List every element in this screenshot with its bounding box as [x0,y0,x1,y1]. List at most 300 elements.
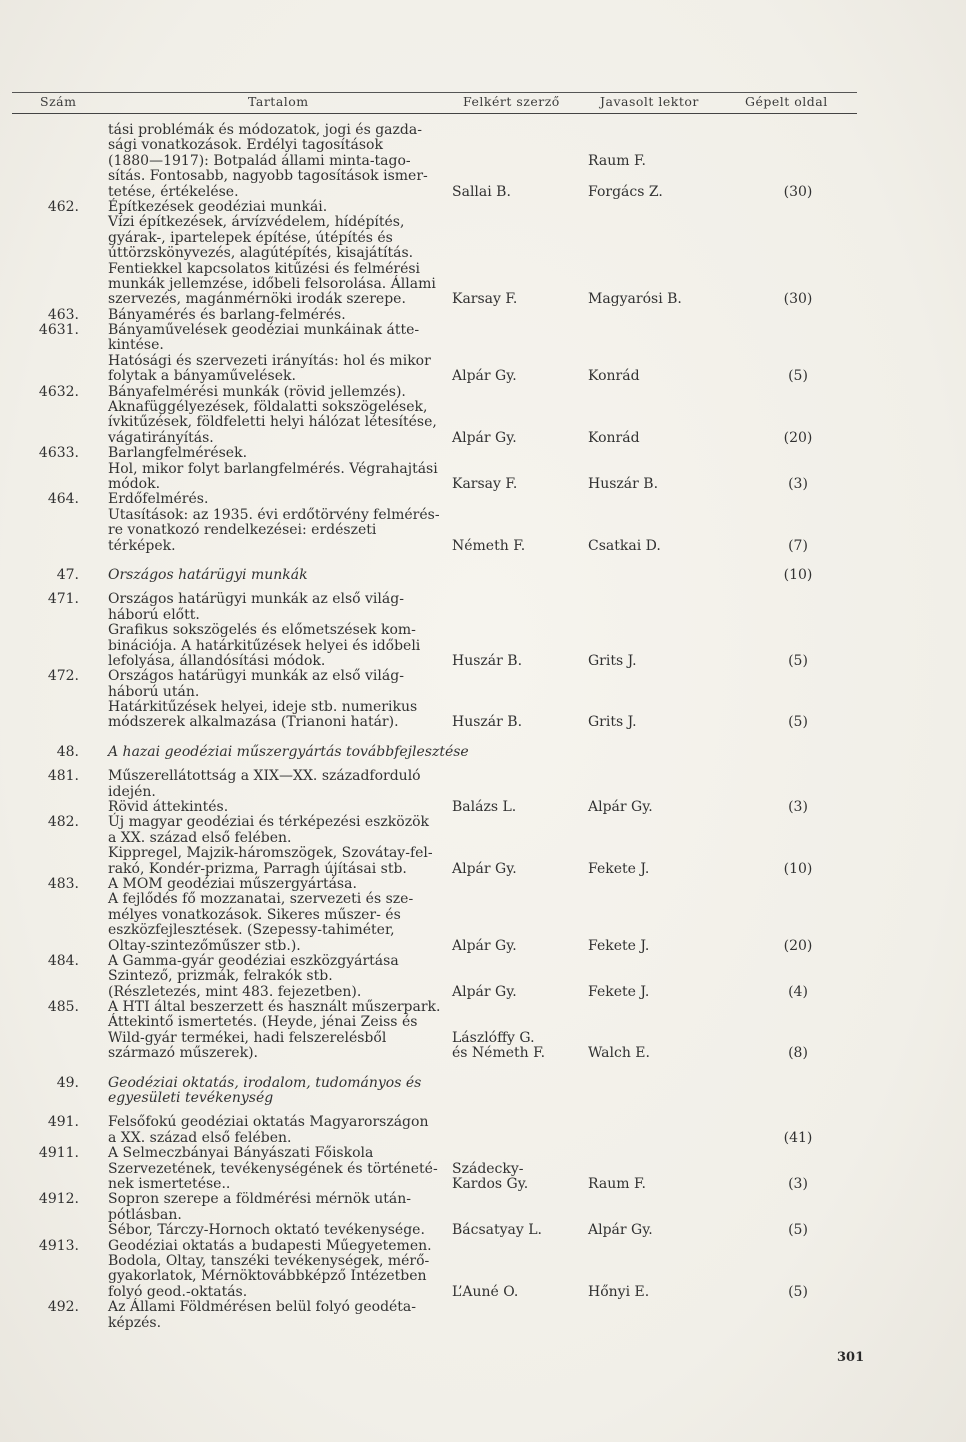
entry-line [0,431,966,446]
typed-page-count: (5) [788,1222,808,1239]
typed-page-count: (10) [783,860,813,877]
entry-number: 4632. [38,383,79,400]
empty-cell [758,1300,838,1315]
entry-line [0,1131,966,1146]
empty-cell [452,138,588,153]
entry-line [0,700,966,715]
entry-number: 47. [56,566,79,583]
entry-text: folytak a bányaművelések. [108,368,296,385]
typed-page-count: (41) [783,1129,813,1146]
typed-page-count: (10) [783,566,813,583]
empty-cell [0,231,108,246]
proposed-reviewer: Fekete J. [588,983,650,1000]
entry-number: 471. [47,591,79,608]
empty-cell [0,1162,108,1177]
empty-cell [588,639,758,654]
entry-text: Új magyar geodéziai és térképezési eszközök [108,814,429,831]
empty-cell [588,1239,758,1254]
entry-line [0,231,966,246]
entry-number: 49. [56,1074,79,1091]
empty-cell [452,385,588,400]
entry-text: Áttekintő ismertetés. (Heyde, jénai Zeiss és [108,1014,418,1031]
entry-line [0,862,966,877]
entry-line [0,1076,966,1091]
toc-entry [0,1239,966,1301]
entry-text: rakó, Kondér-prizma, Parragh újításai stb. [108,860,407,877]
entry-text: Hol, mikor folyt barlangfelmérés. Végrahajtási [108,460,438,477]
entry-number: 483. [47,875,79,892]
empty-cell [452,745,588,760]
empty-cell [758,415,838,430]
proposed-reviewer: Huszár B. [588,475,659,492]
entry-text: (1880—1917): Botpalád állami minta-tago- [108,152,411,169]
empty-cell [588,462,758,477]
empty-cell [0,400,108,415]
empty-cell [452,246,588,261]
empty-cell [588,1162,758,1177]
empty-cell [0,169,108,184]
empty-cell [588,1091,758,1106]
empty-cell [0,215,108,230]
proposed-reviewer: Fekete J. [588,860,650,877]
entry-text: A Selmeczbányai Bányászati Főiskola [108,1145,374,1162]
entry-text: Határkitűzések helyei, ideje stb. numerikus [108,699,418,716]
typed-page-count: (3) [788,1176,808,1192]
entry-number: 462. [47,198,79,215]
toc-entry [0,1115,966,1146]
typed-page-count: (5) [788,368,808,385]
empty-cell [758,669,838,684]
typed-page-count: (7) [788,537,808,554]
empty-cell [452,400,588,415]
empty-cell [0,508,108,523]
empty-cell [0,415,108,430]
empty-cell [588,1208,758,1223]
entry-text: szervezés, magánmérnöki irodák szerepe. [108,291,406,308]
entry-line [0,715,966,730]
empty-cell [758,1162,838,1177]
empty-cell [0,477,108,492]
proposed-reviewer: Grits J. [588,652,637,669]
toc-entry [0,123,966,200]
entry-line [0,623,966,638]
requested-author: Szádecky- [452,1160,524,1177]
proposed-reviewer: Grits J. [588,714,637,731]
entry-line [0,477,966,492]
empty-cell [758,385,838,400]
empty-cell [588,969,758,984]
empty-cell [0,685,108,700]
empty-cell [588,1031,758,1046]
empty-cell [588,508,758,523]
entry-text: munkák jellemzése, időbeli felsorolása. Állami [108,275,436,292]
proposed-reviewer: Raum F. [588,152,646,169]
entry-text: sítás. Fontosabb, nagyobb tagosítások ismer- [108,168,428,185]
table-body [0,123,966,1331]
entry-text: re vonatkozó rendelkezései: erdészeti [108,522,377,539]
empty-cell [0,354,108,369]
entry-line [0,1285,966,1300]
empty-cell [452,1146,588,1161]
entry-text: lefolyása, állandósítási módok. [108,652,326,669]
empty-cell [588,215,758,230]
empty-cell [758,308,838,323]
entry-line [0,685,966,700]
entry-text: Bányamérés és barlang-felmérés. [108,306,346,323]
entry-text: (Részletezés, mint 483. fejezetben). [108,983,362,1000]
empty-cell [588,262,758,277]
entry-number: 482. [47,814,79,831]
column-header-content: Tartalom [248,94,309,109]
empty-cell [0,608,108,623]
empty-cell [452,1115,588,1130]
empty-cell [588,138,758,153]
entry-line [0,1254,966,1269]
toc-entry [0,385,966,447]
empty-cell [758,1091,838,1106]
toc-entry [0,1146,966,1192]
empty-cell [588,1076,758,1091]
entry-text: Aknafüggélyezések, földalatti sokszögelések, [108,399,428,416]
empty-cell [0,1046,108,1061]
empty-cell [452,1269,588,1284]
empty-cell [758,815,838,830]
entry-text: Grafikus sokszögelés és előmetszések kom- [108,622,416,639]
entry-text: Bányaművelések geodéziai munkáinak átte- [108,322,420,339]
empty-cell [758,262,838,277]
empty-cell [452,669,588,684]
empty-cell [452,592,588,607]
requested-author: Alpár Gy. [452,860,517,877]
entry-line [0,892,966,907]
empty-cell [452,462,588,477]
entry-line [0,785,966,800]
requested-author: Lászlóffy G. [452,1029,535,1046]
entry-number: 464. [47,491,79,508]
entry-line [0,400,966,415]
entry-line [0,1192,966,1207]
entry-text: tási problémák és módozatok, jogi és gazda- [108,122,422,138]
toc-entry [0,1000,966,1062]
empty-cell [452,1300,588,1315]
typed-page-count: (30) [783,183,813,200]
empty-cell [452,969,588,984]
entry-line [0,354,966,369]
empty-cell [0,846,108,861]
empty-cell [588,1015,758,1030]
proposed-reviewer: Alpár Gy. [588,799,653,816]
empty-cell [758,639,838,654]
entry-text: térképek. [108,537,176,554]
empty-cell [452,492,588,507]
empty-cell [588,1131,758,1146]
entry-line [0,669,966,684]
empty-cell [452,908,588,923]
empty-cell [452,338,588,353]
column-header-number: Szám [40,94,77,109]
toc-entry [0,323,966,385]
entry-line [0,1239,966,1254]
entry-text: binációja. A határkitűzések helyei és időbeli [108,637,421,654]
entry-text: Bodola, Oltay, tanszéki tevékenységek, mérő- [108,1252,430,1269]
empty-cell [758,592,838,607]
entry-line [0,262,966,277]
entry-number: 4911. [38,1145,79,1162]
proposed-reviewer: Csatkai D. [588,537,661,554]
empty-cell [452,523,588,538]
empty-cell [588,308,758,323]
empty-cell [0,623,108,638]
empty-cell [452,415,588,430]
empty-cell [588,354,758,369]
entry-text: Építkezések geodéziai munkái. [108,198,328,215]
empty-cell [452,1316,588,1331]
empty-cell [758,1146,838,1161]
entry-text: A fejlődés fő mozzanatai, szervezeti és sze- [108,891,414,908]
empty-cell [588,568,758,583]
empty-cell [758,892,838,907]
entry-text: Szervezetének, tevékenységének és történeté- [108,1160,438,1177]
empty-cell [588,277,758,292]
page-number: 301 [837,1350,865,1365]
empty-cell [452,608,588,623]
empty-cell [588,669,758,684]
empty-cell [588,492,758,507]
entry-text: Műszerellátottság a XIX—XX. századforduló [108,768,421,785]
toc-entry [0,200,966,308]
toc-entry [0,954,966,1000]
entry-line [0,539,966,554]
proposed-reviewer: Raum F. [588,1176,646,1192]
empty-cell [758,685,838,700]
empty-cell [452,1254,588,1269]
entry-text: Geodéziai oktatás a budapesti Műegyetemen. [108,1237,432,1254]
entry-number: 4913. [38,1237,79,1254]
empty-cell [0,700,108,715]
empty-cell [452,877,588,892]
entry-line [0,745,966,760]
empty-cell [452,831,588,846]
empty-cell [588,815,758,830]
entry-line [0,138,966,153]
entry-text: nek ismertetése.. [108,1176,231,1192]
empty-cell [452,1192,588,1207]
empty-cell [588,169,758,184]
entry-number: 463. [47,306,79,323]
entry-text: idején. [108,783,156,800]
entry-line [0,1269,966,1284]
empty-cell [758,700,838,715]
empty-cell [758,215,838,230]
entry-text: a XX. század első felében. [108,1129,292,1146]
typed-page-count: (20) [783,429,813,446]
empty-cell [588,1146,758,1161]
empty-cell [758,231,838,246]
entry-line [0,592,966,607]
empty-cell [758,338,838,353]
empty-cell [588,785,758,800]
entry-text: ívkitűzések, földfeletti helyi hálózat létesítése, [108,414,437,431]
empty-cell [588,745,758,760]
empty-cell [452,639,588,654]
empty-cell [452,769,588,784]
empty-cell [588,592,758,607]
entry-line [0,831,966,846]
empty-cell [452,262,588,277]
requested-author: Bácsatyay L. [452,1222,542,1239]
empty-cell [758,169,838,184]
entry-text: Bányafelmérési munkák (rövid jellemzés). [108,383,406,400]
empty-cell [0,1131,108,1146]
entry-line [0,292,966,307]
empty-cell [588,1269,758,1284]
requested-author: Balázs L. [452,799,517,816]
proposed-reviewer: Hőnyi E. [588,1283,650,1300]
section-title: Geodéziai oktatás, irodalom, tudományos és [108,1074,422,1091]
empty-cell [0,539,108,554]
entry-text: Vízi építkezések, árvízvédelem, hídépítés, [108,214,405,231]
empty-cell [758,446,838,461]
entry-line [0,1031,966,1046]
entry-line [0,385,966,400]
toc-entry [0,308,966,323]
empty-cell [758,323,838,338]
typed-page-count: (4) [788,983,808,1000]
empty-cell [588,769,758,784]
entry-text: a XX. század első felében. [108,829,292,846]
entry-line [0,200,966,215]
empty-cell [588,323,758,338]
empty-cell [758,277,838,292]
empty-cell [758,200,838,215]
empty-cell [0,277,108,292]
section-heading [0,568,966,583]
entry-text: úttörzskönyvezés, alagútépítés, kisajátítás. [108,245,414,262]
empty-cell [0,1269,108,1284]
empty-cell [0,1285,108,1300]
empty-cell [588,846,758,861]
entry-text: mélyes vonatkozások. Sikeres műszer- és [108,906,401,923]
empty-cell [452,1239,588,1254]
empty-cell [758,877,838,892]
empty-cell [0,969,108,984]
empty-cell [0,338,108,353]
empty-cell [758,908,838,923]
empty-cell [452,323,588,338]
entry-text: vágatirányítás. [108,429,214,446]
entry-line [0,462,966,477]
empty-cell [758,246,838,261]
empty-cell [758,1316,838,1331]
empty-cell [758,785,838,800]
empty-cell [758,1269,838,1284]
empty-cell [588,338,758,353]
empty-cell [758,846,838,861]
toc-entry [0,877,966,954]
proposed-reviewer: Alpár Gy. [588,1222,653,1239]
entry-line [0,169,966,184]
entry-text: A MOM geodéziai műszergyártása. [108,875,357,892]
empty-cell [452,1131,588,1146]
entry-text: Rövid áttekintés. [108,799,229,816]
entry-line [0,492,966,507]
requested-author: Sallai B. [452,183,511,200]
empty-cell [758,1254,838,1269]
empty-cell [588,1192,758,1207]
empty-cell [588,1300,758,1315]
empty-cell [452,923,588,938]
entry-line [0,1177,966,1192]
empty-cell [588,231,758,246]
empty-cell [588,877,758,892]
empty-cell [0,1254,108,1269]
column-header-author: Felkért szerző [463,94,560,109]
empty-cell [758,954,838,969]
entry-text: A Gamma-gyár geodéziai eszközgyártása [108,952,399,969]
entry-text: Országos határügyi munkák az első világ- [108,668,404,685]
empty-cell [0,800,108,815]
empty-cell [758,138,838,153]
entry-line [0,908,966,923]
empty-cell [0,292,108,307]
empty-cell [0,1316,108,1331]
empty-cell [452,169,588,184]
empty-cell [0,785,108,800]
entry-line [0,415,966,430]
entry-line [0,185,966,200]
empty-cell [0,1031,108,1046]
empty-cell [0,138,108,153]
empty-cell [758,462,838,477]
proposed-reviewer: Konrád [588,368,640,385]
entry-text: Sopron szerepe a földmérési mérnök után- [108,1191,411,1208]
empty-cell [758,1115,838,1130]
requested-author: Alpár Gy. [452,983,517,1000]
entry-line [0,923,966,938]
empty-cell [0,985,108,1000]
section-title: Országos határügyi munkák [108,566,308,583]
empty-cell [452,446,588,461]
typed-page-count: (5) [788,1283,808,1300]
entry-text: Oltay-szintezőműszer stb.). [108,937,301,954]
empty-cell [452,623,588,638]
entry-line [0,123,966,138]
toc-entry [0,1192,966,1238]
proposed-reviewer: Magyarósi B. [588,291,682,308]
entry-line [0,246,966,261]
section-title: A hazai geodéziai műszergyártás továbbfejlesztése [108,743,469,760]
empty-cell [0,523,108,538]
typed-page-count: (30) [783,291,813,308]
empty-cell [758,745,838,760]
empty-cell [0,908,108,923]
entry-line [0,1046,966,1061]
entry-number: 4912. [38,1191,79,1208]
empty-cell [588,892,758,907]
empty-cell [0,639,108,654]
entry-text: képzés. [108,1314,162,1331]
entry-text: A HTI által beszerzett és használt műszerpark. [108,999,441,1016]
entry-text: eszközfejlesztések. (Szepessy-tahiméter, [108,922,395,939]
entry-line [0,639,966,654]
toc-entry [0,815,966,877]
empty-cell [452,815,588,830]
empty-cell [588,415,758,430]
empty-cell [452,785,588,800]
empty-cell [0,1223,108,1238]
empty-cell [452,1091,588,1106]
typed-page-count: (3) [788,475,808,492]
